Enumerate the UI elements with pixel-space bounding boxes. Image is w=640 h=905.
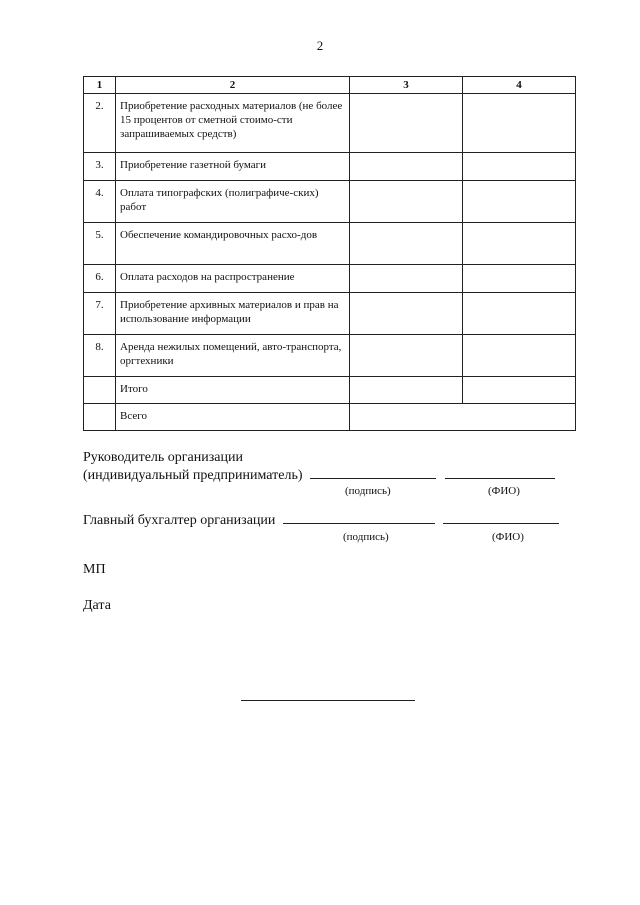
row-number: 7. [84,293,116,335]
table-header-row [84,77,576,94]
row-number: 5. [84,223,116,265]
amount-cell [463,94,576,153]
page-number: 2 [316,38,324,53]
head-signature-line [310,466,436,479]
amount-cell [350,335,463,377]
column-header: 1 [84,77,116,94]
amount-cell [463,265,576,293]
chief-name-line [443,511,559,524]
grand-total-label: Всего [116,404,350,431]
table-row [84,153,576,181]
table-row [84,335,576,377]
head-name-caption: (ФИО) [488,485,520,497]
grand-total-amount-cell [350,404,576,431]
amount-cell [350,153,463,181]
head-signature-row [83,466,555,484]
chief-accountant-row [83,511,559,529]
date-label: Дата [83,598,111,613]
column-header: 3 [350,77,463,94]
amount-cell [463,377,576,404]
chief-signature-caption: (подпись) [343,531,389,543]
head-signature-caption: (подпись) [345,485,391,497]
row-number [84,404,116,431]
chief-accountant-title: Главный бухгалтер организации [83,513,276,528]
row-number [84,377,116,404]
chief-name-caption: (ФИО) [492,531,524,543]
amount-cell [463,181,576,223]
amount-cell [463,335,576,377]
amount-cell [350,94,463,153]
amount-cell [350,265,463,293]
column-header: 4 [463,77,576,94]
head-subtitle: (индивидуальный предприниматель) [83,468,303,483]
row-number: 6. [84,265,116,293]
row-number: 2. [84,94,116,153]
expense-name: Аренда нежилых помещений, авто-транспорта, оргтехники [116,335,350,377]
head-title: Руководитель организации [83,450,243,465]
row-number: 8. [84,335,116,377]
amount-cell [350,293,463,335]
amount-cell [350,223,463,265]
expense-table [83,76,576,431]
total-row [84,377,576,404]
bottom-rule [241,700,415,701]
column-header: 2 [116,77,350,94]
row-number: 3. [84,153,116,181]
expense-name: Оплата типографских (полиграфиче-ских) работ [116,181,350,223]
stamp-label: МП [83,562,106,577]
amount-cell [350,377,463,404]
expense-name: Приобретение газетной бумаги [116,153,350,181]
amount-cell [463,153,576,181]
total-label: Итого [116,377,350,404]
expense-name: Оплата расходов на распространение [116,265,350,293]
table-row [84,94,576,153]
amount-cell [463,223,576,265]
row-number: 4. [84,181,116,223]
table-row [84,181,576,223]
expense-name: Приобретение архивных материалов и прав на использование информации [116,293,350,335]
expense-name: Обеспечение командировочных расхо-дов [116,223,350,265]
table-row [84,223,576,265]
amount-cell [350,181,463,223]
table-row [84,293,576,335]
table-row [84,265,576,293]
expense-name: Приобретение расходных материалов (не более 15 процентов от сметной стоимо-сти запрашиваемых средств) [116,94,350,153]
amount-cell [463,293,576,335]
head-name-line [445,466,555,479]
chief-signature-line [283,511,435,524]
grand-total-row [84,404,576,431]
